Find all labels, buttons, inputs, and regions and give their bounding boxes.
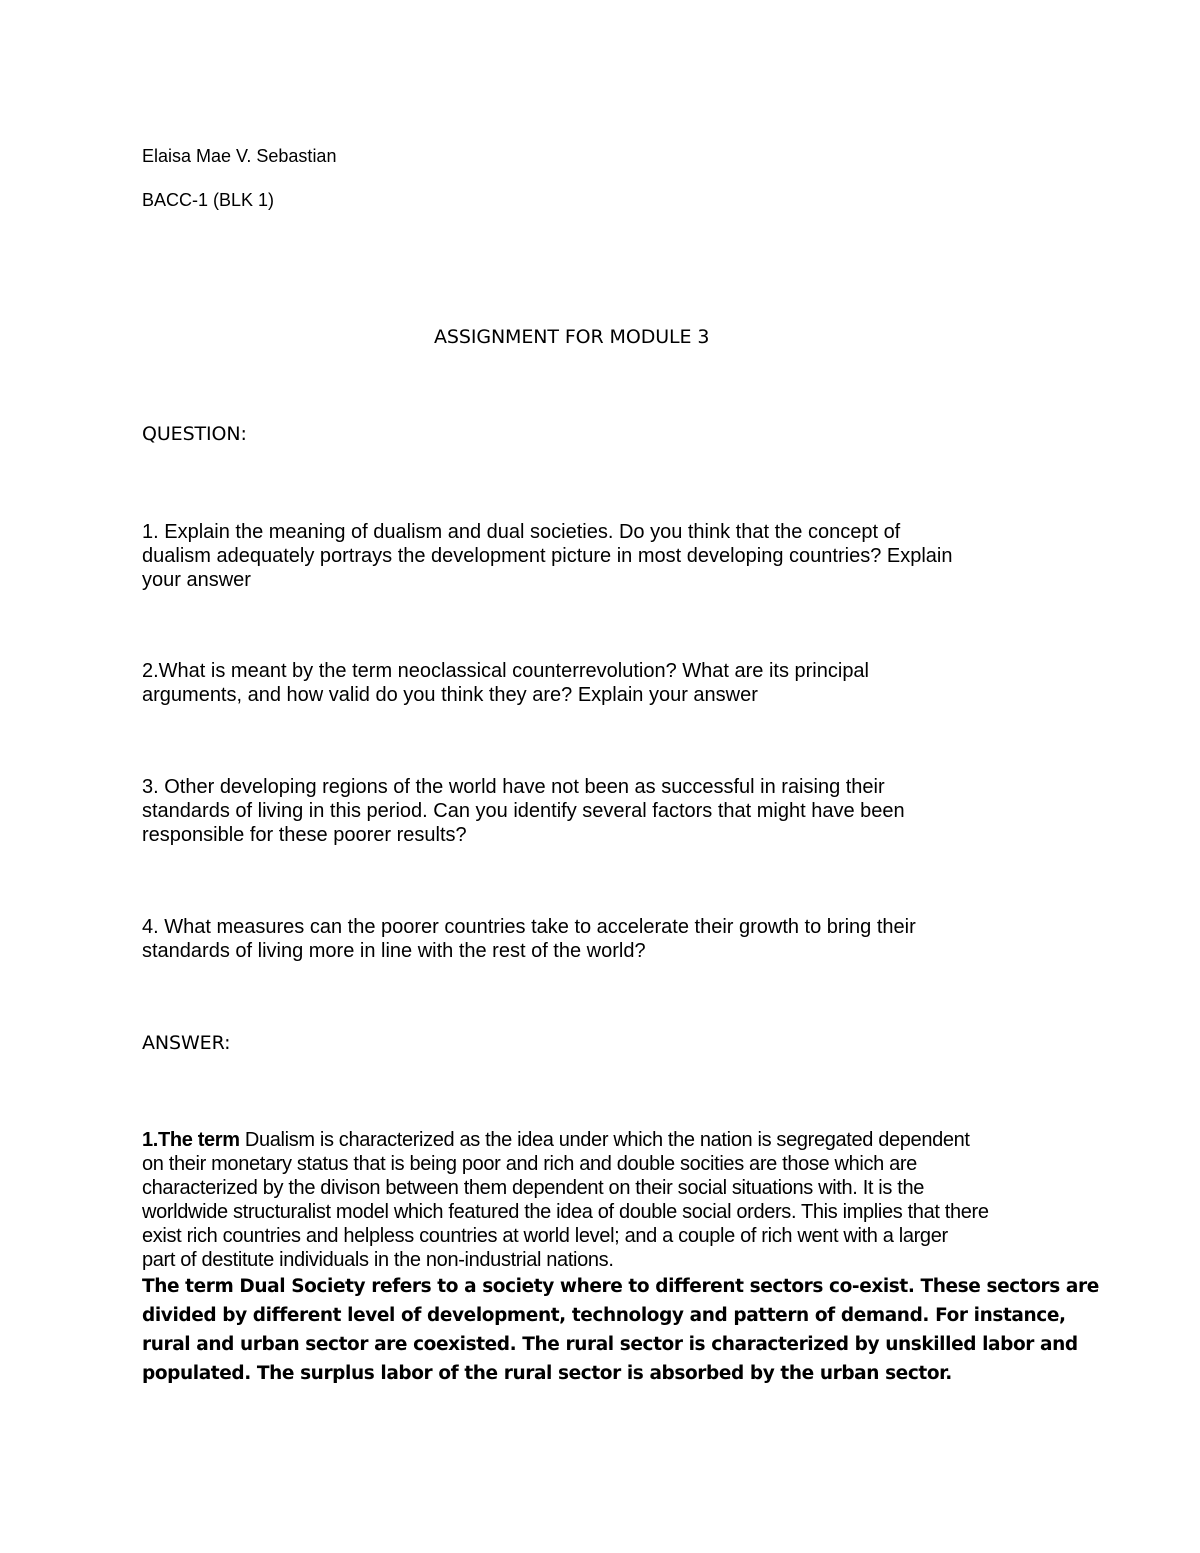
- answer-1-line: characterized by the divison between them dependent on their social situations with. It is the: [142, 1177, 925, 1199]
- answer-1-first-line: [142, 1128, 989, 1152]
- answer-1-first-line-rest: Dualism is characterized as the idea under which the nation is segregated dependent: [239, 1129, 970, 1151]
- dual-society-paragraph: [142, 1272, 1099, 1388]
- question-heading: QUESTION:: [142, 423, 247, 445]
- answer-heading: ANSWER:: [142, 1032, 231, 1054]
- question-4-line: standards of living more in line with the rest of the world?: [142, 940, 646, 962]
- question-3-line: standards of living in this period. Can you identify several factors that might have been: [142, 800, 905, 822]
- question-3: [142, 775, 905, 847]
- question-3-line: 3. Other developing regions of the world have not been as successful in raising their: [142, 776, 885, 798]
- question-1: [142, 520, 952, 592]
- answer-1-paragraph: [142, 1128, 989, 1272]
- question-2-line: arguments, and how valid do you think they are? Explain your answer: [142, 684, 758, 706]
- answer-1-line: worldwide structuralist model which featured the idea of double social orders. This implies that there: [142, 1201, 989, 1223]
- question-1-line: your answer: [142, 569, 251, 591]
- answer-1-line: part of destitute individuals in the non-industrial nations.: [142, 1249, 614, 1271]
- dual-society-line: divided by different level of development, technology and pattern of demand. For instance,: [142, 1305, 1066, 1326]
- question-2-line: 2.What is meant by the term neoclassical counterrevolution? What are its principal: [142, 660, 870, 682]
- dual-society-line: The term Dual Society refers to a society where to different sectors co-exist. These sectors are: [142, 1276, 1099, 1297]
- question-1-line: 1. Explain the meaning of dualism and dual societies. Do you think that the concept of: [142, 521, 901, 543]
- student-section: BACC-1 (BLK 1): [142, 190, 275, 210]
- page-title: ASSIGNMENT FOR MODULE 3: [434, 326, 710, 348]
- answer-1-line: on their monetary status that is being poor and rich and double socities are those which are: [142, 1153, 917, 1175]
- answer-1-lead: 1.The term: [142, 1129, 240, 1151]
- dual-society-line: populated. The surplus labor of the rural sector is absorbed by the urban sector.: [142, 1363, 952, 1384]
- dual-society-line: rural and urban sector are coexisted. The rural sector is characterized by unskilled labor and: [142, 1334, 1078, 1355]
- question-1-line: dualism adequately portrays the development picture in most developing countries? Explain: [142, 545, 953, 567]
- answer-1-line: exist rich countries and helpless countries at world level; and a couple of rich went with a larger: [142, 1225, 948, 1247]
- question-4-line: 4. What measures can the poorer countries take to accelerate their growth to bring their: [142, 916, 916, 938]
- question-2: [142, 659, 869, 707]
- question-3-line: responsible for these poorer results?: [142, 824, 467, 846]
- student-name: Elaisa Mae V. Sebastian: [142, 146, 337, 166]
- question-4: [142, 915, 916, 963]
